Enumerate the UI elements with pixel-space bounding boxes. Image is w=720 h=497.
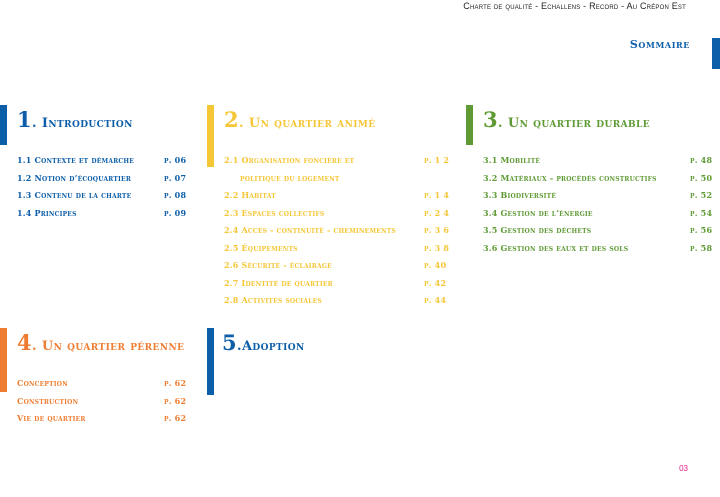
toc-list [224, 155, 454, 313]
sommaire-heading: Sommaire [629, 38, 690, 51]
section-title[interactable]: 4. Un quartier pérenne [17, 330, 185, 355]
toc-entry[interactable]: 3.6 Gestion des eaux et des sols p. 58 [483, 242, 713, 253]
toc-entry[interactable]: 2.4 Accès - continuité - cheminements p. 3 6 [224, 225, 450, 235]
toc-entry[interactable]: 2.5 Équipements p. 3 8 [224, 242, 450, 253]
toc-entry[interactable]: Conception p. 62 [17, 378, 187, 388]
toc-entry[interactable]: 3.3 Biodiversité p. 52 [483, 190, 713, 200]
toc-entry[interactable]: 2.2 Habitat p. 1 4 [224, 190, 450, 200]
toc-entry[interactable]: 3.5 Gestion des déchets p. 56 [483, 225, 713, 235]
section-accent-bar [0, 105, 7, 145]
section-accent-bar [466, 105, 473, 145]
toc-entry[interactable]: 2.1 Organisation foncière et politique du logement p. 1 2 [224, 155, 450, 183]
section-title[interactable]: 5.Adoption [222, 330, 305, 355]
page-number: 03 [679, 464, 688, 473]
toc-entry[interactable]: Vie de quartier p. 62 [17, 413, 187, 423]
section-accent-bar [0, 328, 7, 392]
section-accent-bar [207, 105, 214, 167]
section-title[interactable]: 3. Un quartier durable [483, 107, 650, 132]
section-title[interactable]: 2. Un quartier animé [224, 107, 376, 132]
toc-list [17, 155, 187, 225]
sommaire-accent-bar [712, 38, 720, 69]
toc-list [17, 378, 197, 431]
section-accent-bar [207, 328, 214, 395]
toc-entry[interactable]: 2.6 Sécurité - éclairage p. 40 [224, 260, 447, 270]
toc-entry[interactable]: 1.3 Contenu de la charte p. 08 [17, 190, 187, 200]
toc-entry[interactable]: 2.7 Identité de quartier p. 42 [224, 277, 447, 288]
section-title[interactable]: 1. Introduction [17, 107, 133, 132]
toc-entry[interactable]: 1.2 Notion d’écoquartier p. 07 [17, 172, 187, 183]
toc-entry[interactable]: 2.8 Activités sociales p. 44 [224, 295, 447, 305]
toc-entry[interactable]: 2.3 Espaces collectifs p. 2 4 [224, 207, 450, 218]
toc-entry[interactable]: Construction p. 62 [17, 395, 187, 406]
toc-entry[interactable]: 3.2 Matériaux - procédés constructifs p. 50 [483, 172, 713, 183]
toc-entry[interactable]: 3.4 Gestion de l’énergie p. 54 [483, 207, 713, 218]
document-header: Charte de qualité - Echallens - Record - Au Crépon Est [463, 1, 686, 11]
toc-list [483, 155, 720, 260]
toc-entry[interactable]: 3.1 Mobilité p. 48 [483, 155, 713, 165]
toc-entry[interactable]: 1.1 Contexte et démarche p. 06 [17, 155, 187, 165]
toc-entry[interactable]: 1.4 Principes p. 09 [17, 207, 187, 218]
